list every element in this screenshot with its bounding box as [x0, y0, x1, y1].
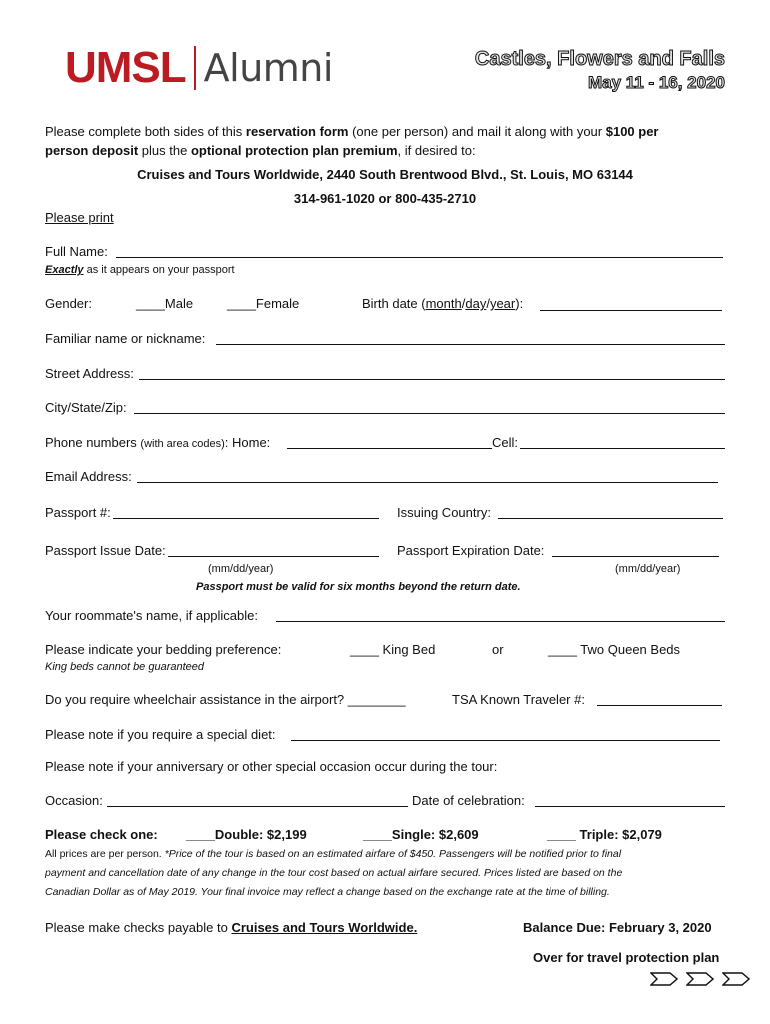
male-option[interactable]: ____Male	[136, 296, 194, 311]
intro-line-2: person deposit plus the optional protection plan premium, if desired to:	[45, 143, 476, 158]
issue-date-label: Passport Issue Date:	[45, 543, 166, 558]
king-bed-option[interactable]: ____ King Bed	[350, 642, 436, 657]
passport-number-field[interactable]	[113, 518, 379, 519]
birth-date-field[interactable]	[540, 310, 722, 311]
full-name-label: Full Name:	[45, 244, 108, 259]
price-note-2: payment and cancellation date of any change in the tour cost based on actual airfare secured. Prices listed are based on the	[45, 867, 623, 879]
gender-label: Gender:	[45, 296, 92, 311]
tour-dates: May 11 - 16, 2020	[587, 73, 725, 92]
full-name-field[interactable]	[116, 257, 723, 258]
two-queen-option[interactable]: ____ Two Queen Beds	[548, 642, 681, 657]
tour-title: Castles, Flowers and Falls	[474, 48, 725, 70]
roommate-field[interactable]	[276, 621, 725, 622]
roommate-label: Your roommate's name, if applicable:	[45, 608, 259, 623]
nickname-field[interactable]	[216, 344, 725, 345]
tsa-field[interactable]	[597, 705, 722, 706]
diet-label: Please note if you require a special diet:	[45, 727, 276, 742]
logo-name: Alumni	[203, 46, 333, 90]
over-note: Over for travel protection plan	[533, 950, 720, 965]
issue-date-format: (mm/dd/year)	[208, 563, 274, 575]
cell-phone-field[interactable]	[520, 448, 725, 449]
single-option[interactable]: ____Single: $2,609	[363, 827, 479, 842]
female-option[interactable]: ____Female	[227, 296, 300, 311]
check-one-label: Please check one:	[45, 827, 158, 842]
home-phone-field[interactable]	[287, 448, 492, 449]
anniversary-label: Please note if your anniversary or other special occasion occur during the tour:	[45, 759, 498, 774]
issue-date-field[interactable]	[168, 556, 379, 557]
expiration-date-format: (mm/dd/year)	[615, 563, 681, 575]
price-note-3: Canadian Dollar as of May 2019. Your final invoice may reflect a change based on the exchange rate at the time of billing.	[45, 886, 610, 898]
wheelchair-question[interactable]: Do you require wheelchair assistance in the airport? ________	[45, 692, 406, 707]
email-label: Email Address:	[45, 469, 132, 484]
logo-divider	[194, 46, 196, 90]
street-label: Street Address:	[45, 366, 134, 381]
issuing-country-label: Issuing Country:	[397, 505, 491, 520]
expiration-date-label: Passport Expiration Date:	[397, 543, 545, 558]
chevron-right-icon	[722, 972, 750, 986]
umsl-alumni-logo	[65, 44, 333, 92]
diet-field[interactable]	[291, 740, 720, 741]
triple-option[interactable]: ____ Triple: $2,079	[547, 827, 662, 842]
celebration-date-field[interactable]	[535, 806, 725, 807]
bedding-label: Please indicate your bedding preference:	[45, 642, 282, 657]
issuing-country-field[interactable]	[498, 518, 723, 519]
chevron-right-icon	[650, 972, 678, 986]
occasion-label: Occasion:	[45, 793, 103, 808]
nickname-label: Familiar name or nickname:	[45, 331, 206, 346]
tsa-label: TSA Known Traveler #:	[452, 692, 585, 707]
birth-date-label: Birth date (month/day/year):	[362, 296, 524, 311]
occasion-field[interactable]	[107, 806, 408, 807]
intro-line-1: Please complete both sides of this reservation form (one per person) and mail it along with your $100 per	[45, 124, 659, 139]
mailing-phones: 314-961-1020 or 800-435-2710	[293, 191, 477, 206]
chevron-right-icon	[686, 972, 714, 986]
bedding-or: or	[492, 642, 504, 657]
double-option[interactable]: ____Double: $2,199	[186, 827, 307, 842]
please-print: Please print	[45, 210, 114, 225]
price-note-1: All prices are per person. *Price of the tour is based on an estimated airfare of $450. Passengers will be notified prior to final	[45, 848, 622, 860]
passport-number-label: Passport #:	[45, 505, 111, 520]
phone-label: Phone numbers (with area codes): Home:	[45, 435, 271, 450]
passport-validity-note: Passport must be valid for six months beyond the return date.	[196, 581, 521, 593]
king-bed-note: King beds cannot be guaranteed	[45, 661, 205, 673]
logo-brand: UMSL	[65, 43, 186, 92]
celebration-date-label: Date of celebration:	[412, 793, 525, 808]
city-field[interactable]	[134, 413, 725, 414]
cell-label: Cell:	[492, 435, 519, 450]
mailing-address: Cruises and Tours Worldwide, 2440 South Brentwood Blvd., St. Louis, MO 63144	[137, 167, 633, 182]
balance-due: Balance Due: February 3, 2020	[523, 920, 712, 935]
city-label: City/State/Zip:	[45, 400, 127, 415]
expiration-date-field[interactable]	[552, 556, 719, 557]
checks-payable: Please make checks payable to Cruises and Tours Worldwide.	[45, 920, 418, 935]
email-field[interactable]	[137, 482, 718, 483]
street-field[interactable]	[139, 379, 725, 380]
full-name-note: Exactly as it appears on your passport	[45, 264, 235, 276]
